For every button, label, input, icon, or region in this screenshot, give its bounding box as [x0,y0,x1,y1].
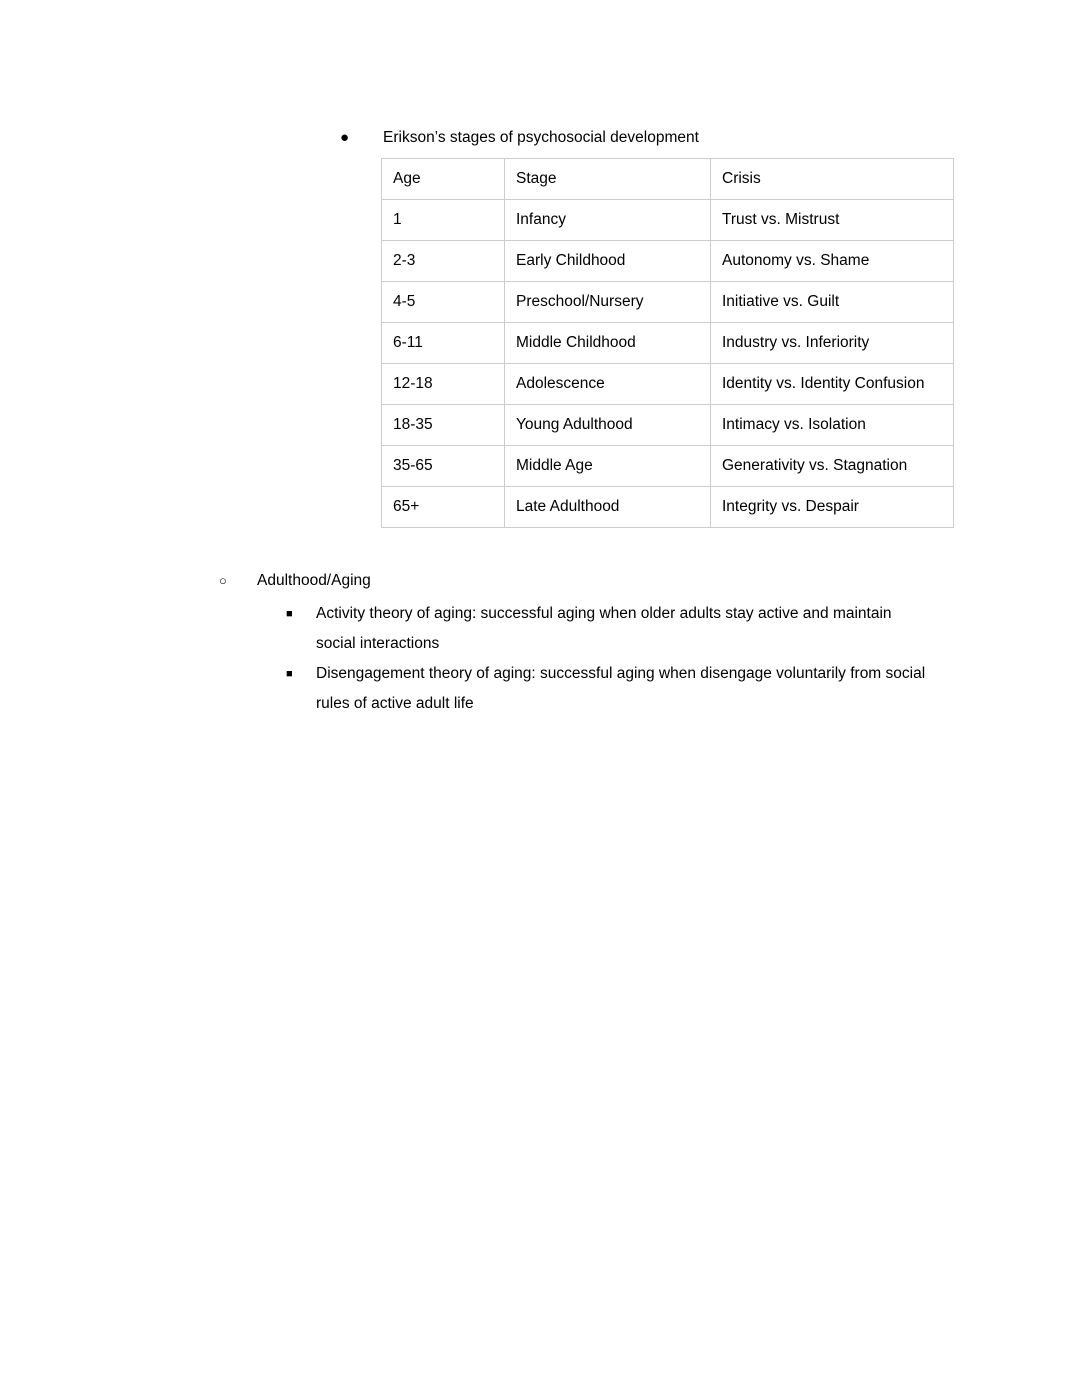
cell-age: 2-3 [382,241,505,282]
list-item [0,599,1080,659]
cell-stage: Infancy [505,200,711,241]
square-bullet-icon: ■ [286,608,293,620]
cell-stage: Preschool/Nursery [505,282,711,323]
cell-crisis: Initiative vs. Guilt [711,282,954,323]
cell-age: 18-35 [382,405,505,446]
list-item-text: Disengagement theory of aging: successful aging when disengage voluntarily from social rules of active adult life [316,665,926,712]
cell-age: 12-18 [382,364,505,405]
list-item-text: Activity theory of aging: successful aging when older adults stay active and maintain social interactions [316,605,892,652]
square-bullet-icon: ■ [286,668,293,680]
table-row [382,487,954,528]
table-row [382,241,954,282]
column-header-stage: Stage [505,159,711,200]
cell-crisis: Integrity vs. Despair [711,487,954,528]
cell-age: 4-5 [382,282,505,323]
disc-bullet-icon: ● [340,129,350,146]
heading-bullet-item [340,126,699,150]
heading-text: Erikson’s stages of psychosocial development [383,129,699,146]
cell-crisis: Intimacy vs. Isolation [711,405,954,446]
cell-stage: Middle Age [505,446,711,487]
cell-stage: Young Adulthood [505,405,711,446]
cell-age: 65+ [382,487,505,528]
table-row [382,405,954,446]
cell-crisis: Trust vs. Mistrust [711,200,954,241]
circle-bullet-icon: ○ [219,573,227,588]
cell-stage: Late Adulthood [505,487,711,528]
cell-age: 1 [382,200,505,241]
cell-stage: Adolescence [505,364,711,405]
cell-age: 6-11 [382,323,505,364]
table-row [382,446,954,487]
cell-stage: Middle Childhood [505,323,711,364]
cell-crisis: Autonomy vs. Shame [711,241,954,282]
column-header-crisis: Crisis [711,159,954,200]
table-row [382,200,954,241]
outline-list [0,568,1080,719]
cell-crisis: Identity vs. Identity Confusion [711,364,954,405]
cell-crisis: Generativity vs. Stagnation [711,446,954,487]
table-row [382,323,954,364]
list-item [0,659,1080,719]
table-header-row [382,159,954,200]
cell-stage: Early Childhood [505,241,711,282]
cell-crisis: Industry vs. Inferiority [711,323,954,364]
table-row [382,364,954,405]
erikson-stages-table [381,158,954,528]
outline-section-label: Adulthood/Aging [257,572,371,589]
table-row [382,282,954,323]
outline-section-adulthood-aging [0,568,1080,593]
cell-age: 35-65 [382,446,505,487]
column-header-age: Age [382,159,505,200]
